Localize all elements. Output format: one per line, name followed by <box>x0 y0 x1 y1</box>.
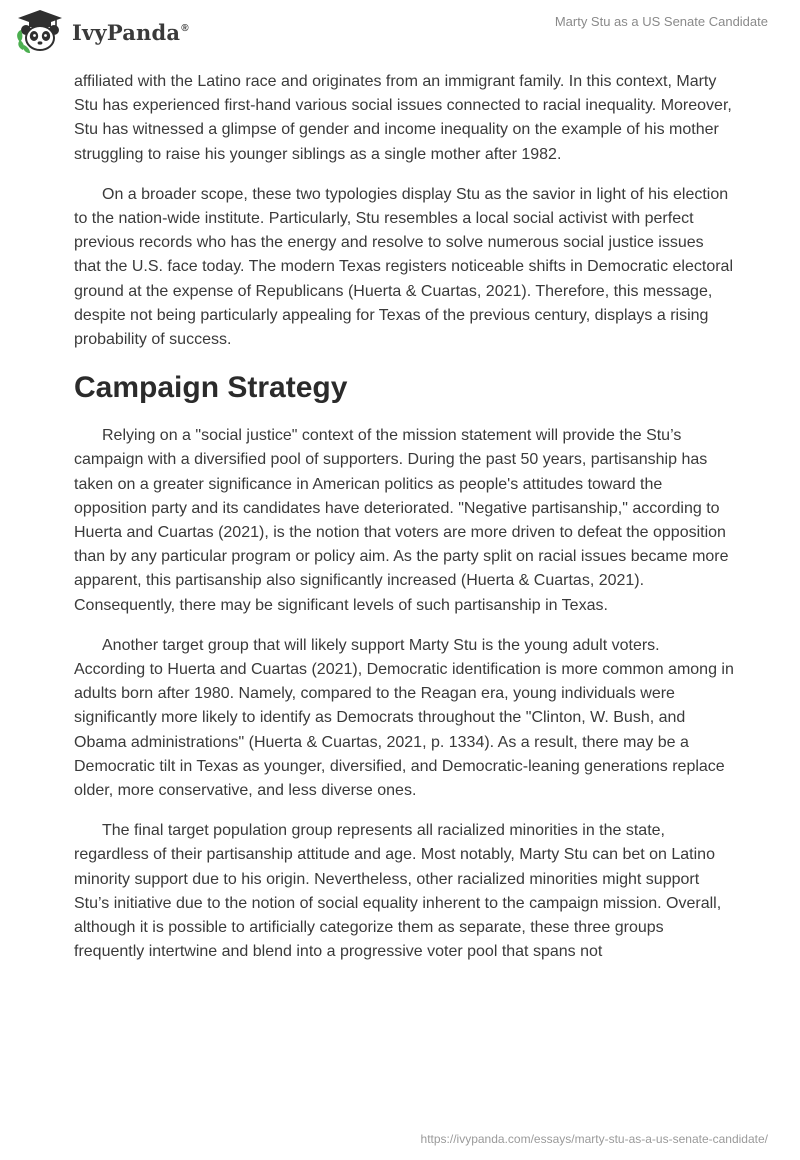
paragraph: affiliated with the Latino race and originates from an immigrant family. In this context, Marty Stu has experienced first-hand various social issues connected to racial inequality. Moreover, Stu has witnessed a glimpse of gender and income inequality on the example of his mother struggling to raise his younger siblings as a single mother after 1982. <box>74 73 732 163</box>
paragraph: Relying on a "social justice" context of the mission statement will provide the Stu’s campaign with a diversified pool of supporters. During the past 50 years, partisanship has taken on a greater significance in American politics as people's attitudes toward the opposition party and its candidates have deteriorated. "Negative partisanship," according to Huerta and Cuartas (2021), is the notion that voters are more driven to defeat the opposition than by any particular program or policy aim. As the party split on racial issues became more apparent, this partisanship also significantly increased (Huerta & Cuartas, 2021). Consequently, there may be significant levels of such partisanship in Texas. <box>74 427 729 614</box>
paragraph: Another target group that will likely support Marty Stu is the young adult voters. According to Huerta and Cuartas (2021), Democratic identification is more common among in adults born after 1980. Namely, compared to the Reagan era, young individuals were significantly more likely to identify as Democrats throughout the "Clinton, W. Bush, and Obama administrations" (Huerta & Cuartas, 2021, p. 1334). As a result, there may be a Democratic tilt in Texas as younger, diversified, and Democratic-leaning generations replace older, more conservative, and less diverse ones. <box>74 636 734 800</box>
paragraph: On a broader scope, these two typologies display Stu as the savior in light of his election to the nation-wide institute. Particularly, Stu resembles a local social activist with perfect previous records who has the energy and resolve to solve numerous social justice issues that the U.S. face today. The modern Texas registers noticeable shifts in Democratic electoral ground at the expense of Republicans (Huerta & Cuartas, 2021). Therefore, this message, despite not being particularly appealing for Texas of the previous century, displays a rising probability of success. <box>74 185 733 349</box>
section-heading: Campaign Strategy <box>74 371 348 405</box>
essay-body <box>74 70 734 981</box>
page-header <box>0 0 800 64</box>
paragraph: The final target population group represents all racialized minorities in the state, regardless of their partisanship attitude and age. Most notably, Marty Stu can bet on Latino minority support due to his origin. Nevertheless, other racialized minorities might support Stu’s initiative due to the notion of social equality inherent to the campaign mission. Overall, although it is possible to artificially categorize them as separate, these three groups frequently intertwine and blend into a progressive voter pool that spans not <box>74 822 722 961</box>
source-url[interactable]: https://ivypanda.com/essays/marty-stu-as-a-us-senate-candidate/ <box>420 1132 768 1146</box>
ivypanda-logo[interactable] <box>14 8 189 54</box>
panda-graduate-icon <box>14 8 66 54</box>
logo-wordmark: IvyPanda® <box>72 19 189 45</box>
document-title: Marty Stu as a US Senate Candidate <box>554 14 768 29</box>
